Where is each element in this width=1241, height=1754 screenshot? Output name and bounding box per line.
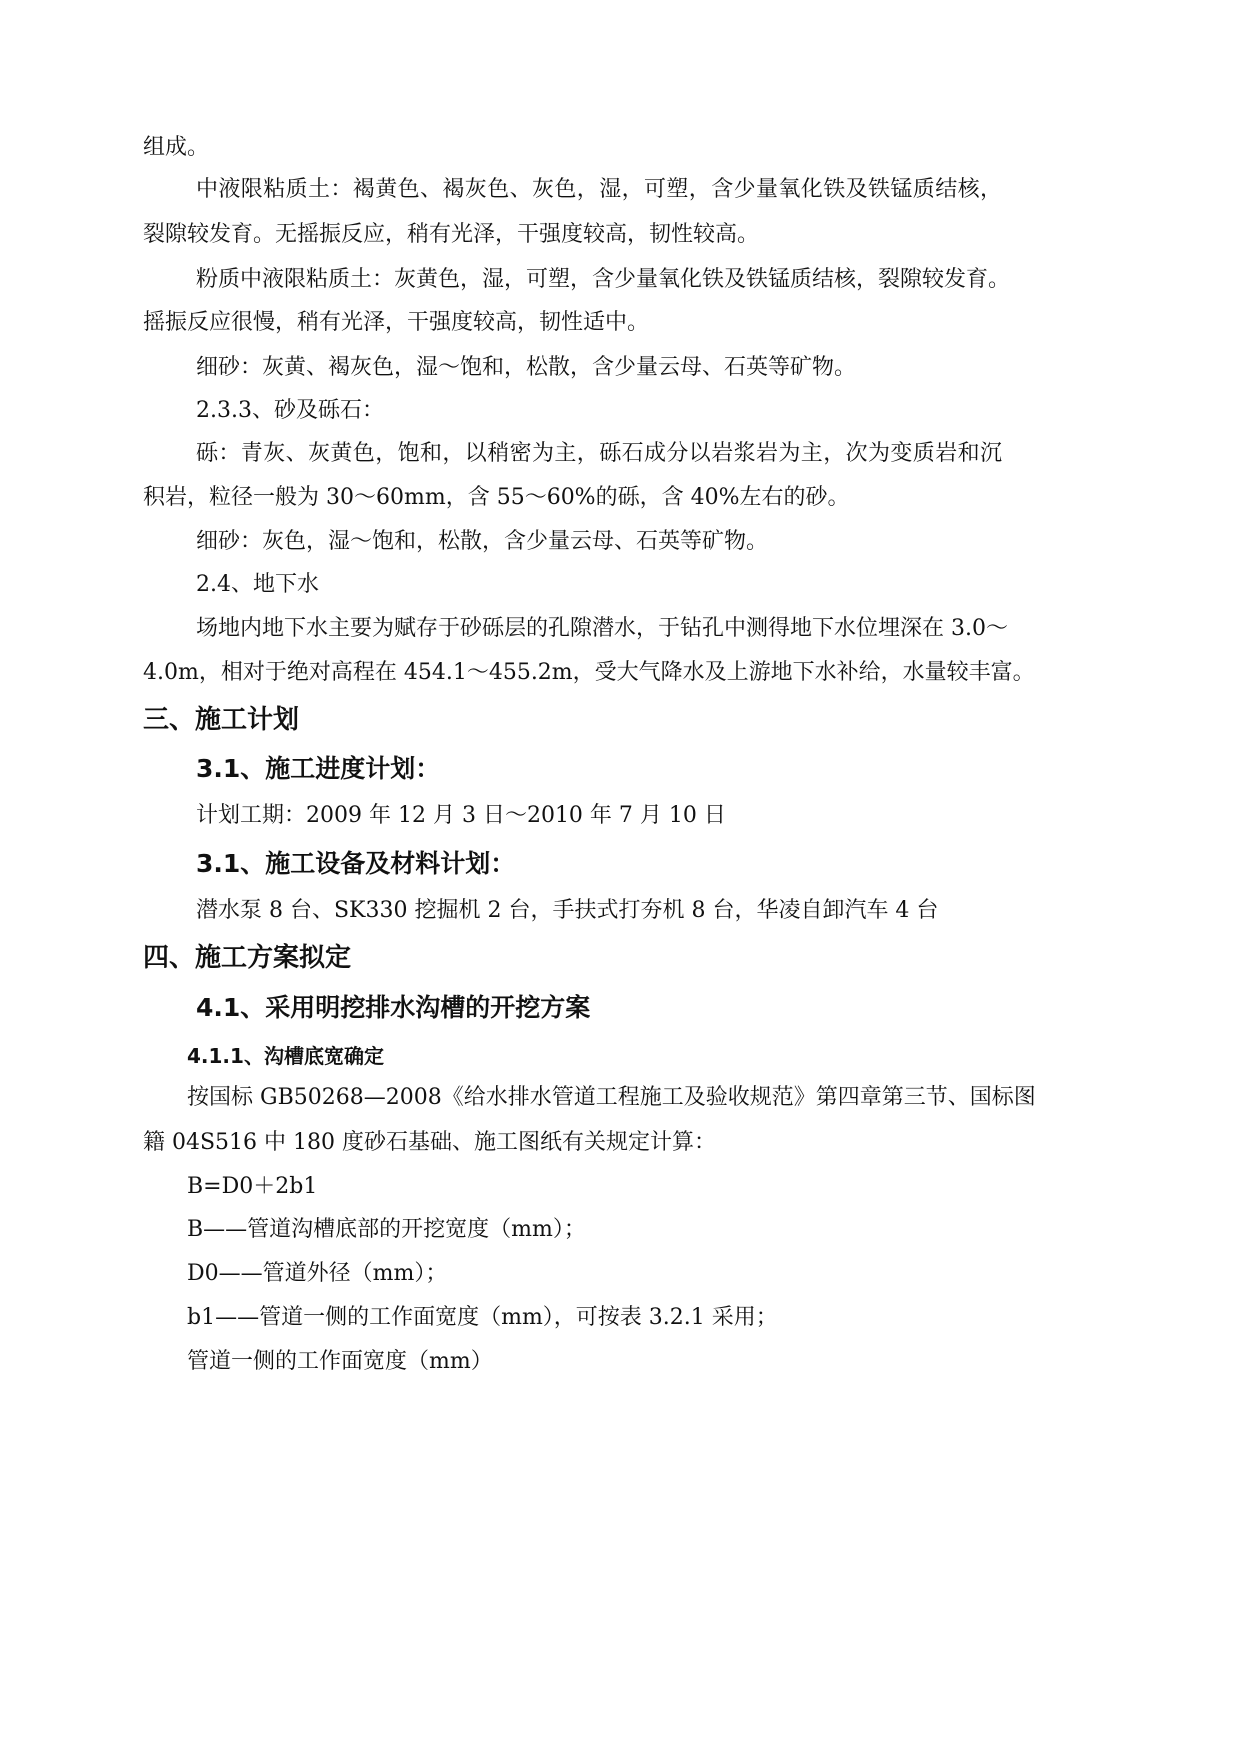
paragraph-equipment: 潜水泵 8 台、SK330 挖掘机 2 台，手扶式打夯机 8 台，华凌自卸汽车 4 台 bbox=[196, 898, 939, 923]
paragraph-clay-line1: 中液限粘质土：褐黄色、褐灰色、灰色，湿，可塑，含少量氧化铁及铁锰质结核， bbox=[196, 177, 1002, 202]
heading-4-1: 4.1、采用明挖排水沟槽的开挖方案 bbox=[196, 993, 591, 1022]
paragraph-groundwater-line2: 4.0m，相对于绝对高程在 454.1～455.2m，受大气降水及上游地下水补给，水量较丰富。 bbox=[143, 660, 1035, 685]
paragraph-gravel-line2: 积岩，粒径一般为 30～60mm，含 55～60%的砾，含 40%左右的砂。 bbox=[143, 485, 850, 510]
paragraph-standard-line2: 籍 04S516 中 180 度砂石基础、施工图纸有关规定计算： bbox=[143, 1130, 717, 1155]
paragraph-fine-sand-1: 细砂：灰黄、褐灰色，湿～饱和，松散，含少量云母、石英等矿物。 bbox=[196, 355, 857, 380]
definition-d0: D0——管道外径（mm）； bbox=[187, 1261, 448, 1286]
paragraph-silt-line2: 摇振反应很慢，稍有光泽，干强度较高，韧性适中。 bbox=[143, 310, 650, 335]
definition-b1: b1——管道一侧的工作面宽度（mm），可按表 3.2.1 采用； bbox=[187, 1305, 778, 1330]
heading-section-3: 三、施工计划 bbox=[143, 705, 300, 735]
definition-b: B——管道沟槽底部的开挖宽度（mm）； bbox=[187, 1217, 586, 1242]
paragraph-schedule-period: 计划工期：2009 年 12 月 3 日～2010 年 7 月 10 日 bbox=[196, 803, 726, 828]
paragraph-standard-line1: 按国标 GB50268—2008《给水排水管道工程施工及验收规范》第四章第三节、国标图 bbox=[187, 1085, 1036, 1110]
heading-section-4: 四、施工方案拟定 bbox=[143, 943, 352, 973]
table-caption: 管道一侧的工作面宽度（mm） bbox=[187, 1349, 493, 1374]
heading-4-1-1: 4.1.1、沟槽底宽确定 bbox=[187, 1044, 384, 1068]
paragraph-continuation: 组成。 bbox=[143, 135, 210, 160]
formula-trench-width: B=D0＋2b1 bbox=[187, 1174, 318, 1199]
paragraph-silt-line1: 粉质中液限粘质土：灰黄色，湿，可塑，含少量氧化铁及铁锰质结核，裂隙较发育。 bbox=[196, 267, 1011, 292]
paragraph-fine-sand-2: 细砂：灰色，湿～饱和，松散，含少量云母、石英等矿物。 bbox=[196, 529, 769, 554]
section-2-3-3: 2.3.3、砂及砾石： bbox=[196, 398, 384, 423]
section-2-4: 2.4、地下水 bbox=[196, 572, 319, 597]
paragraph-clay-line2: 裂隙较发育。无摇振反应，稍有光泽，干强度较高，韧性较高。 bbox=[143, 222, 760, 247]
heading-3-1-schedule: 3.1、施工进度计划： bbox=[196, 754, 441, 783]
heading-3-1-equipment: 3.1、施工设备及材料计划： bbox=[196, 849, 516, 878]
paragraph-gravel-line1: 砾：青灰、灰黄色，饱和，以稍密为主，砾石成分以岩浆岩为主，次为变质岩和沉 bbox=[196, 441, 1002, 466]
paragraph-groundwater-line1: 场地内地下水主要为赋存于砂砾层的孔隙潜水，于钻孔中测得地下水位埋深在 3.0～ bbox=[196, 616, 1008, 641]
